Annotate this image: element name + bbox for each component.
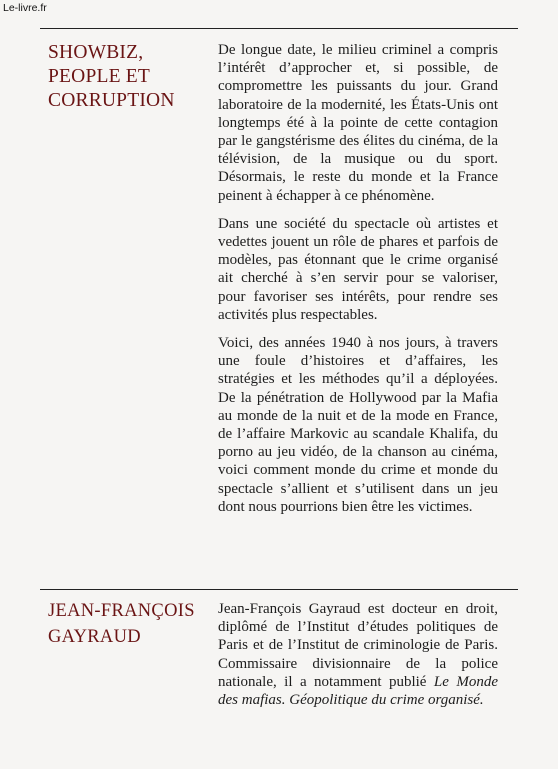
summary-text <box>218 41 498 516</box>
heading-line: PEOPLE ET <box>48 66 151 87</box>
top-divider <box>40 28 518 29</box>
author-heading <box>48 598 208 650</box>
heading-line: JEAN-FRANÇOIS <box>48 601 195 621</box>
heading-line: SHOWBIZ, <box>48 42 144 63</box>
heading-line: GAYRAUD <box>48 627 141 647</box>
heading-line: CORRUPTION <box>48 90 175 111</box>
watermark: Le-livre.fr <box>3 2 47 14</box>
section-heading-showbiz <box>48 41 198 113</box>
book-title: Le Monde des mafias. Géopolitique du crime organisé. <box>218 673 498 709</box>
bio-text: Jean-François Gayraud est docteur en droit, diplômé de l’Institut d’études politiques de Paris et de l’Institut de criminologie de Paris. Commissaire divisionnaire de la police nationale, il a notamment publié <box>218 601 498 690</box>
summary-paragraph: Dans une société du spectacle où artistes et vedettes jouent un rôle de phares et parfois de modèles, pas étonnant que le crime organisé ait cherché à s’en servir pour se valoriser, pour favoriser ses intérêts, pour rendre ses activités plus respectables. <box>218 215 498 323</box>
summary-paragraph: De longue date, le milieu criminel a compris l’intérêt d’approcher et, si possible, de compromettre les puissants du jour. Grand laboratoire de la modernité, les États-Unis ont longtemps été à la pointe de cette contagion par le gangstérisme des élites du cinéma, de la télévision, de la musique ou du sport. Désormais, le reste du monde et la France peinent à échapper à ce phénomène. <box>218 42 498 204</box>
middle-divider <box>40 589 518 590</box>
author-bio <box>218 600 498 709</box>
summary-paragraph: Voici, des années 1940 à nos jours, à travers une foule d’histoires et d’affaires, les stratégies et les méthodes qu’il a déployées. De la pénétration de Hollywood par la Mafia au monde de la nuit et de la mode en France, de l’affaire Markovic au scandale Khalifa, du porno au jeu vidéo, de la chanson au cinéma, voici comment monde du crime et monde du spectacle s’allient et s’utilisent dans un jeu dont nous pourrions bien être les victimes. <box>218 335 498 515</box>
bio-paragraph <box>218 600 498 709</box>
